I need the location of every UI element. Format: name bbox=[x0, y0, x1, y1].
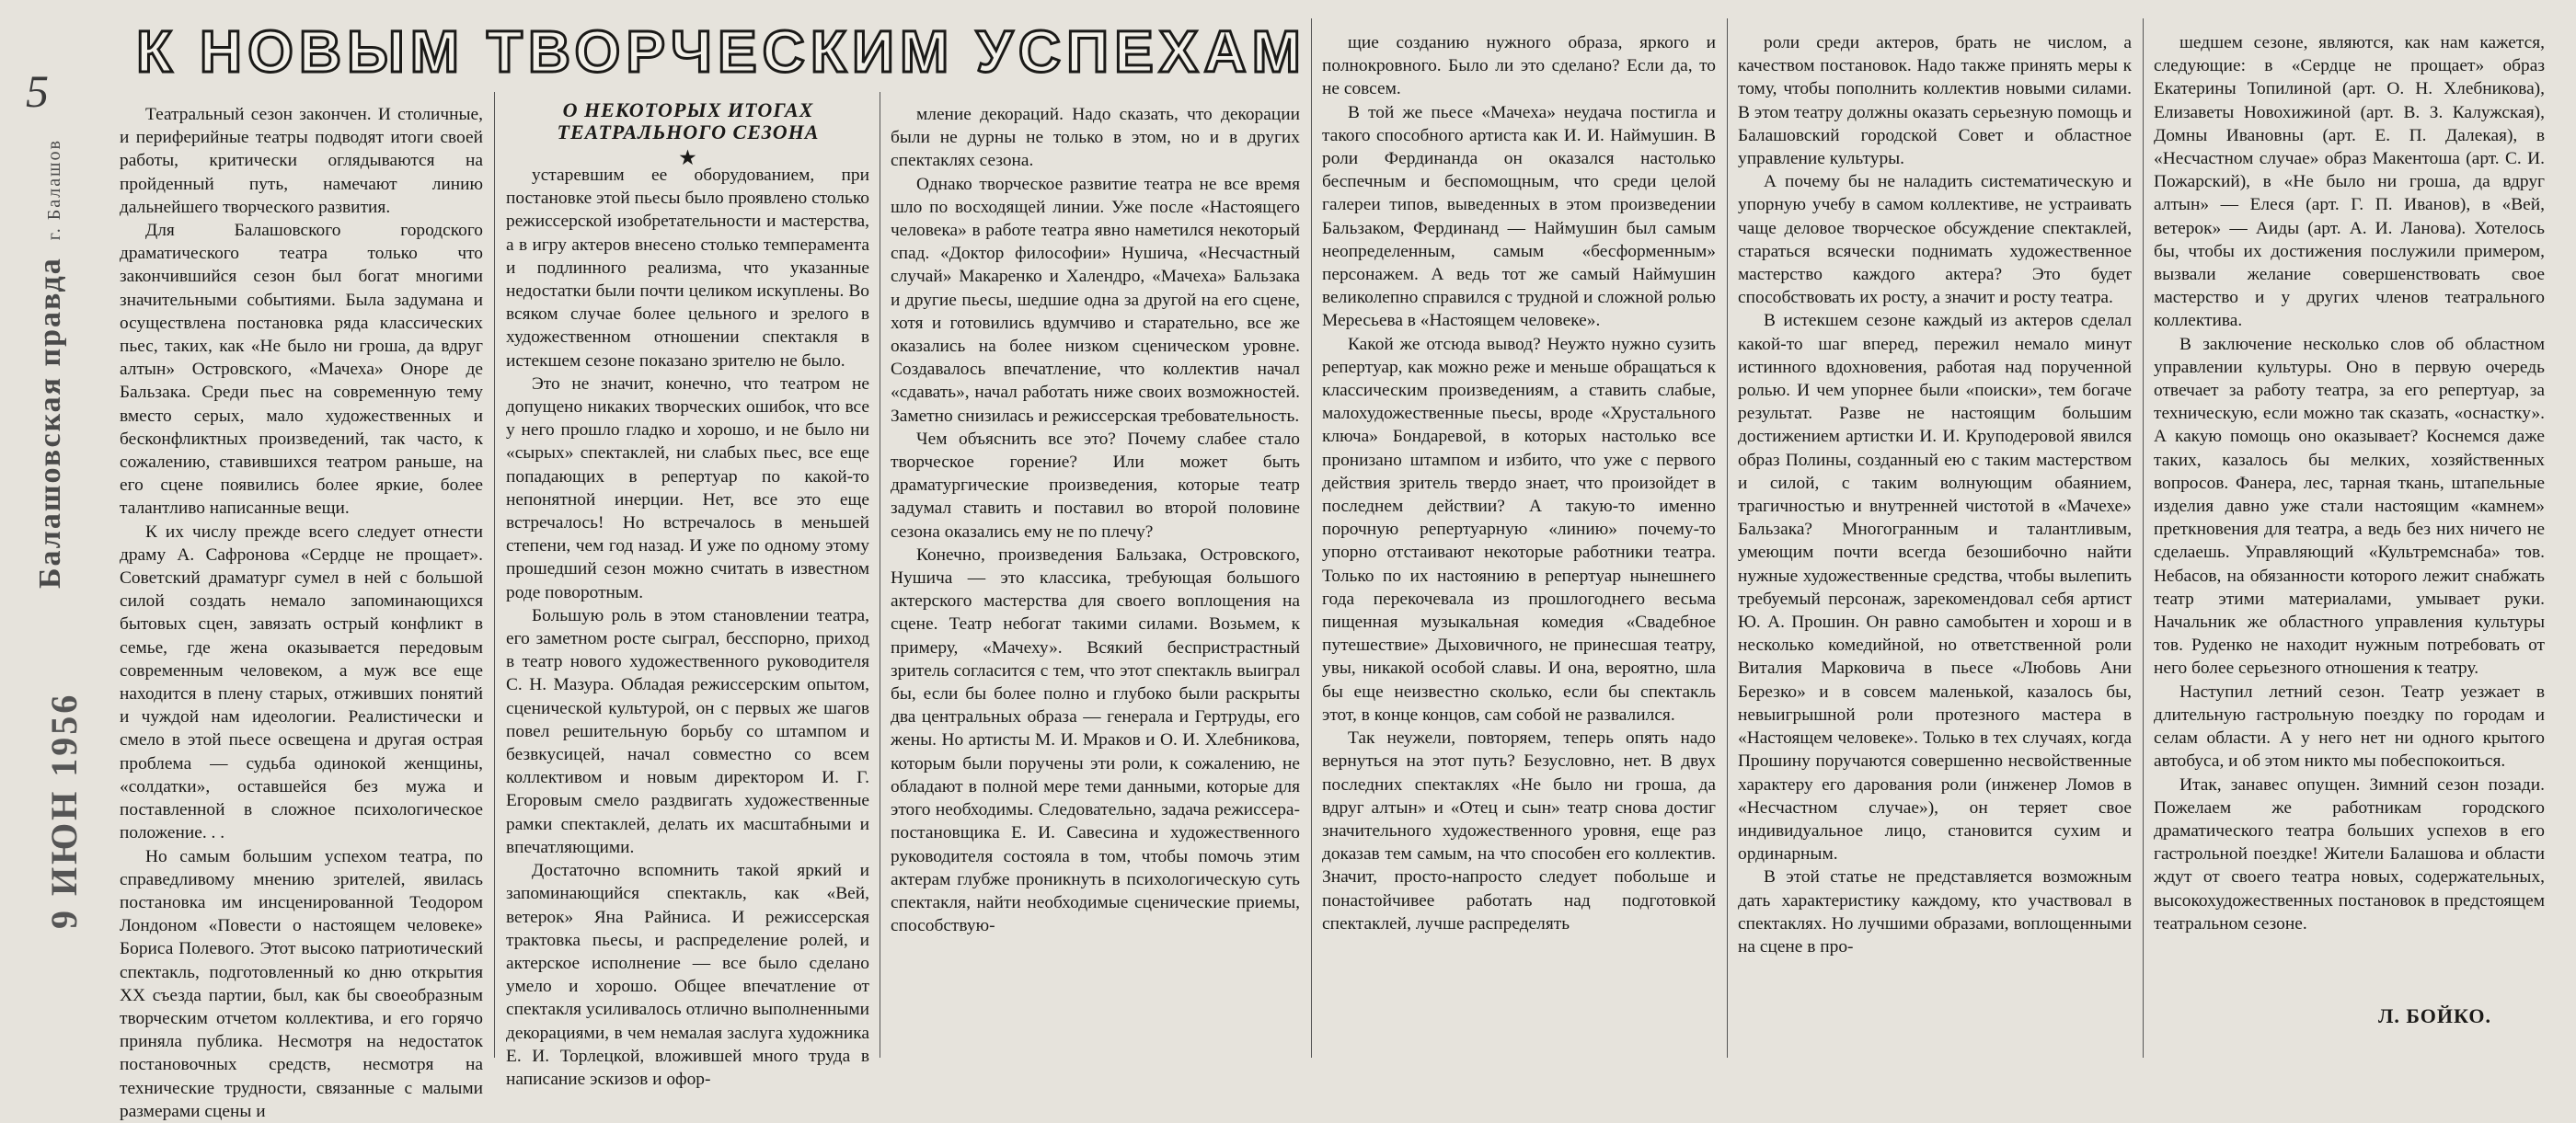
subheading-line-2: ТЕАТРАЛЬНОГО СЕЗОНА bbox=[557, 120, 820, 143]
masthead-city: г. Балашов bbox=[44, 139, 64, 241]
column-rule bbox=[2143, 18, 2144, 1058]
column-paragraph: В этой статье не представляется возможным дать характеристику каждому, кто участвовал в спектаклях. Но лучшими образами, воплощенными на сцене в про- bbox=[1738, 867, 2132, 957]
column-paragraph: Чем объяснить все это? Почему слабее стало творческое горение? Или может быть драматургические произведения, которые театр задумал ставить и поставил во второй половине сезона оказались ему не по плечу? bbox=[891, 429, 1300, 542]
column-paragraph: щие созданию нужного образа, яркого и полнокровного. Было ли это сделано? Если да, то не совсем. bbox=[1322, 33, 1716, 99]
column-paragraph: устаревшим ее оборудованием, при постановке этой пьесы было проявлено столько режиссерской изобретательности и мастерства, а в игру актеров внесено столько темперамента и подлинного реализма, что указанные недостатки были почти целиком искуплены. Во всяком случае более цельного и зрелого в художественном отношении спектакля в истекшем сезоне показано зрителю не было. bbox=[506, 166, 869, 371]
star-ornament: ★ bbox=[679, 148, 697, 168]
column-paragraph: роли среди актеров, брать не числом, а качеством постановок. Надо также принять меры к тому, чтобы пополнить коллектив новыми силами. В этом театру должны оказать серьезную помощь и Балашовский городской Совет и областное управление культуры. bbox=[1738, 33, 2132, 169]
column-paragraph: Это не значит, конечно, что театром не допущено никаких творческих ошибок, что все у него прошло гладко и хорошо, и не было ни «сырых» спектаклей, ни слабых пьес, все еще попадающих в репертуар по какой-то непонятной инерции. Нет, все это еще встречалось! Но встречалось в меньшей степени, чем год назад. И уже по одному этому прошедший сезон можно считать в известном роде поворотным. bbox=[506, 373, 869, 602]
column-paragraph: Достаточно вспомнить такой яркий и запоминающийся спектакль, как «Вей, ветерок» Яна Райниса. И режиссерская трактовка пьесы, и распределение ролей, и актерское исполнение — все было сделано умело и хорошо. Общее впечатление от спектакля усиливалось отлично выполненными декорациями, в чем немалая заслуга художника Е. И. Торлецкой, вложившей много труда в написание эскизов и офор- bbox=[506, 861, 869, 1089]
column-paragraph: Итак, занавес опущен. Зимний сезон позади. Пожелаем же работникам городского драматического театра больших успехов в его гастрольной поездке! Жители Балашова и области ждут от своего театра новых, содержательных, высокохудожественных постановок в предстоящем театральном сезоне. bbox=[2154, 774, 2545, 934]
date-stamp-text: 9 ИЮН 1956 bbox=[43, 692, 85, 929]
column-paragraph: К их числу прежде всего следует отнести драму А. Сафронова «Сердце не прощает». Советский драматург сумел в ней с большой силой создать немало запоминающихся бытовых сцен, завязать острый конфликт в семье, где жена оказывается передовым современным человеком, а муж все еще находится в плену старых, отживших понятий и чуждой нам идеологии. Реалистически и смело в этой пьесе освещена и другая острая проблема — судьба одинокой женщины, «солдатки», оставшейся без мужа и поставленной в сложное психологическое положение. . . bbox=[120, 521, 483, 843]
article-subheading bbox=[513, 99, 863, 169]
column-paragraph: Конечно, произведения Бальзака, Островского, Нушича — это классика, требующая большого актерского мастерства для своего воплощения на сцене. Театр небогат такими силами. Возьмем, к примеру, «Мачеху». Всякий беспристрастный зритель согласится с тем, что этот спектакль выиграл бы, если бы более полно и глубоко были раскрыты два центральных образа — генерала и Гертруды, его жены. Но артисты М. И. Мраков и О. И. Хлебникова, которым были поручены эти роли, к сожалению, не обладают в полной мере теми данными, которые для этого необходимы. Следовательно, задача режиссера-постановщика Е. И. Савесина и художественного руководителя состояла в том, чтобы помочь этим актерам глубже проникнуть в психологическую суть спектакля, найти необходимые сценические приемы, способствую- bbox=[891, 544, 1300, 936]
author-signature: Л. БОЙКО. bbox=[2378, 1004, 2492, 1027]
column-paragraph: Какой же отсюда вывод? Неужто нужно сузить репертуар, как можно реже и меньше обращаться к классическим произведениям, а ставить слабые, малохудожественные пьесы, вроде «Хрустального ключа» Бондаревой, в которых настолько все пронизано штампом и избито, что уже с первого действия зритель твердо знает, что произойдет в последнем действии? А такую-то именно порочную репертуарную «линию» почему-то упорно отстаивают некоторые работники театра. Только по их настоянию в репертуар нынешнего года перекочевала из прошлогоднего весьма пищенная музыкальная комедия «Свадебное путешествие» Дыховичного, не принесшая театру, увы, никакой особой славы. И она, вероятно, шла бы еще неизвестно сколько, если бы спектакль этот, в конце концов, сам собой не развалился. bbox=[1322, 334, 1716, 725]
column-rule bbox=[1311, 18, 1312, 1058]
article-column-6 bbox=[2154, 31, 2545, 999]
article-headline: К НОВЫМ ТВОРЧЕСКИМ УСПЕХАМ bbox=[136, 18, 1306, 85]
column-paragraph: Но самым большим успехом театра, по справедливому мнению зрителей, явилась постановка им инсценированной Теодором Лондоном «Повести о настоящем человеке» Бориса Полевого. Этот высоко патриотический спектакль, подготовленный ко дню открытия XX съезда партии, был, как бы своеобразным творческим отчетом коллектива, и его горячо приняла публика. Несмотря на недостаток постановочных средств, несмотря на технические трудности, связанные с малыми размерами сцены и bbox=[120, 846, 483, 1121]
article-column-1 bbox=[120, 103, 483, 1121]
column-paragraph: Большую роль в этом становлении театра, его заметном росте сыграл, бесспорно, приход в театр нового художественного руководителя С. Н. Мазура. Обладая режиссерским опытом, сценической культурой, он с первых же шагов повел решительную борьбу со штампом и безвкусицей, начал совместно со всем коллективом и новым директором И. Г. Егоровым смело раздвигать художественные рамки спектаклей, делать их масштабными и впечатляющими. bbox=[506, 605, 869, 857]
column-paragraph: Театральный сезон закончен. И столичные, и периферийные театры подводят итоги своей работы, критически оглядываются на пройденный путь, намечают линию дальнейшего творческого развития. bbox=[120, 105, 483, 217]
column-paragraph: шедшем сезоне, являются, как нам кажется, следующие: в «Сердце не прощает» образ Екатерины Топилиной (арт. О. Н. Хлебникова), Елизаветы Новохижиной (арт. В. З. Калужская), Домны Ивановны (арт. Е. П. Далекая), в «Несчастном случае» образ Макентоша (арт. С. И. Пожарский), в «Не было ни гроша, да вдруг алтын» — Елеся (арт. Г. П. Иванов), в «Вей, ветерок» — Аиды (арт. А. И. Ланова). Хотелось бы, чтобы их достижения послужили примером, вызвали желание совершенствовать свое мастерство и у других членов театрального коллектива. bbox=[2154, 33, 2545, 331]
column-paragraph: Однако творческое развитие театра не все время шло по восходящей линии. Уже после «Настоящего человека» в работе театра явно наметился некоторый спад. «Доктор философии» Нушича, «Несчастный случай» Макаренко и Халендро, «Мачеха» Бальзака и другие пьесы, шедшие одна за другой на его сцене, хотя и готовились вдумчиво и старательно, все же оказались на более низком сценическом уровне. Создавалось впечатление, что коллектив начал «сдавать», начал работать ниже своих возможностей. Заметно снизилась и режиссерская требовательность. bbox=[891, 174, 1300, 426]
article-column-3 bbox=[891, 103, 1300, 1055]
article-column-4 bbox=[1322, 31, 1716, 1057]
column-paragraph: В заключение несколько слов об областном управлении культуры. Оно в первую очередь отвечает за работу театра, за его репертуар, за техническую, если можно так сказать, «оснастку». А какую помощь оно оказывает? Коснемся даже таких, казалось бы мелких, хозяйственных вопросов. Фанера, лес, тарная ткань, штапельные изделия давно уже стали настоящим «камнем» преткновения для театра, а ведь без них ничего не сделаешь. Управляющий «Культремснаба» тов. Небасов, на обязанности которого лежит снабжать театр этими материалами, умывает руки. Начальник же областного управления культуры тов. Руденко не находит нужным потребовать от него более серьезного отношения к театру. bbox=[2154, 334, 2545, 679]
column-paragraph: В той же пьесе «Мачеха» неудача постигла и такого способного артиста как И. И. Наймушин. В роли Фердинанда он оказался настолько беспечным и беспомощным, что среди целой галереи типов, выведенных в этом произведении Бальзаком, Фердинанд — Наймушин был самым неопределенным, самым «бесформенным» персонажем. А ведь тот же самый Наймушин великолепно справился с трудной и сложной ролью Мересьева в «Настоящем человеке». bbox=[1322, 102, 1716, 331]
column-paragraph: Так неужели, повторяем, теперь опять надо вернуться на этот путь? Безусловно, нет. В двух последних спектаклях «Не было ни гроша, да вдруг алтын» и «Отец и сын» театр снова достиг значительного художественного уровня, еще раз доказав тем самым, на что способен его коллектив. Значит, просто-напросто следует побольше и понастойчивее работать над подготовкой спектаклей, лучше распределять bbox=[1322, 728, 1716, 934]
handwritten-page-number: 5 bbox=[26, 65, 49, 117]
column-rule bbox=[494, 92, 495, 1058]
column-paragraph: Для Балашовского городского драматического театра только что закончившийся сезон был богат многими значительными событиями. Была задумана и осуществлена постановка ряда классических пьес, таких, как «Не было ни гроша, да вдруг алтын» Островского, «Мачеха» Оноре де Бальзака. Среди пьес на современную тему вместо серых, мало художественных и бесконфликтных произведений, так часто, к сожалению, ставившихся театром раньше, на его сцене появились более яркие, более талантливо написанные вещи. bbox=[120, 221, 483, 519]
column-paragraph: В истекшем сезоне каждый из актеров сделал какой-то шаг вперед, пережил немало минут истинного вдохновения, работая над порученной ролью. И чем упорнее были «поиски», тем богаче результат. Разве не настоящим большим достижением артистки И. И. Круподеровой явился образ Полины, созданный ею с таким мастерством и силой, с таким волнующим обаянием, трагичностью и внутренней чистотой в «Мачехе» Бальзака? Многогранным и талантливым, умеющим почти всегда безошибочно найти нужные художественные средства, чтобы вылепить требуемый персонаж, зарекомендовал себя артист Ю. А. Прошин. Он равно самобытен и хорош и в несколько комедийной, но ответственной роли Виталия Марковича в пьесе «Любовь Ани Березко» и в совсем маленькой, казалось бы, невыигрышной роли протезного мастера в «Настоящем человеке». Только в тех случаях, когда Прошину поручаются совершенно несвойственные характеру его дарования роли (инженер Ломов в «Несчастном случае»), он теряет свое индивидуальное лицо, становится сухим и ординарным. bbox=[1738, 311, 2132, 865]
masthead-title: Балашовская правда bbox=[33, 257, 67, 589]
column-paragraph: Наступил летний сезон. Театр уезжает в длительную гастрольную поездку по городам и селам области. А у него нет ни одного крытого автобуса, и об этом никто мы побеспокоиться. bbox=[2154, 682, 2545, 772]
article-column-5 bbox=[1738, 31, 2132, 1057]
article-column-2 bbox=[506, 164, 869, 1089]
subheading-line-1: О НЕКОТОРЫХ ИТОГАХ bbox=[562, 98, 814, 121]
column-paragraph: мление декораций. Надо сказать, что декорации были не дурны не только в этом, но и в других спектаклях сезона. bbox=[891, 105, 1300, 171]
column-rule bbox=[1727, 18, 1728, 1058]
column-paragraph: А почему бы не наладить систематическую и упорную учебу в самом коллективе, не устраивать чаще деловое творческое обсуждение спектаклей, стараться всячески поднимать художественное мастерство каждого актера? Это будет способствовать их росту, а значит и росту театра. bbox=[1738, 172, 2132, 308]
